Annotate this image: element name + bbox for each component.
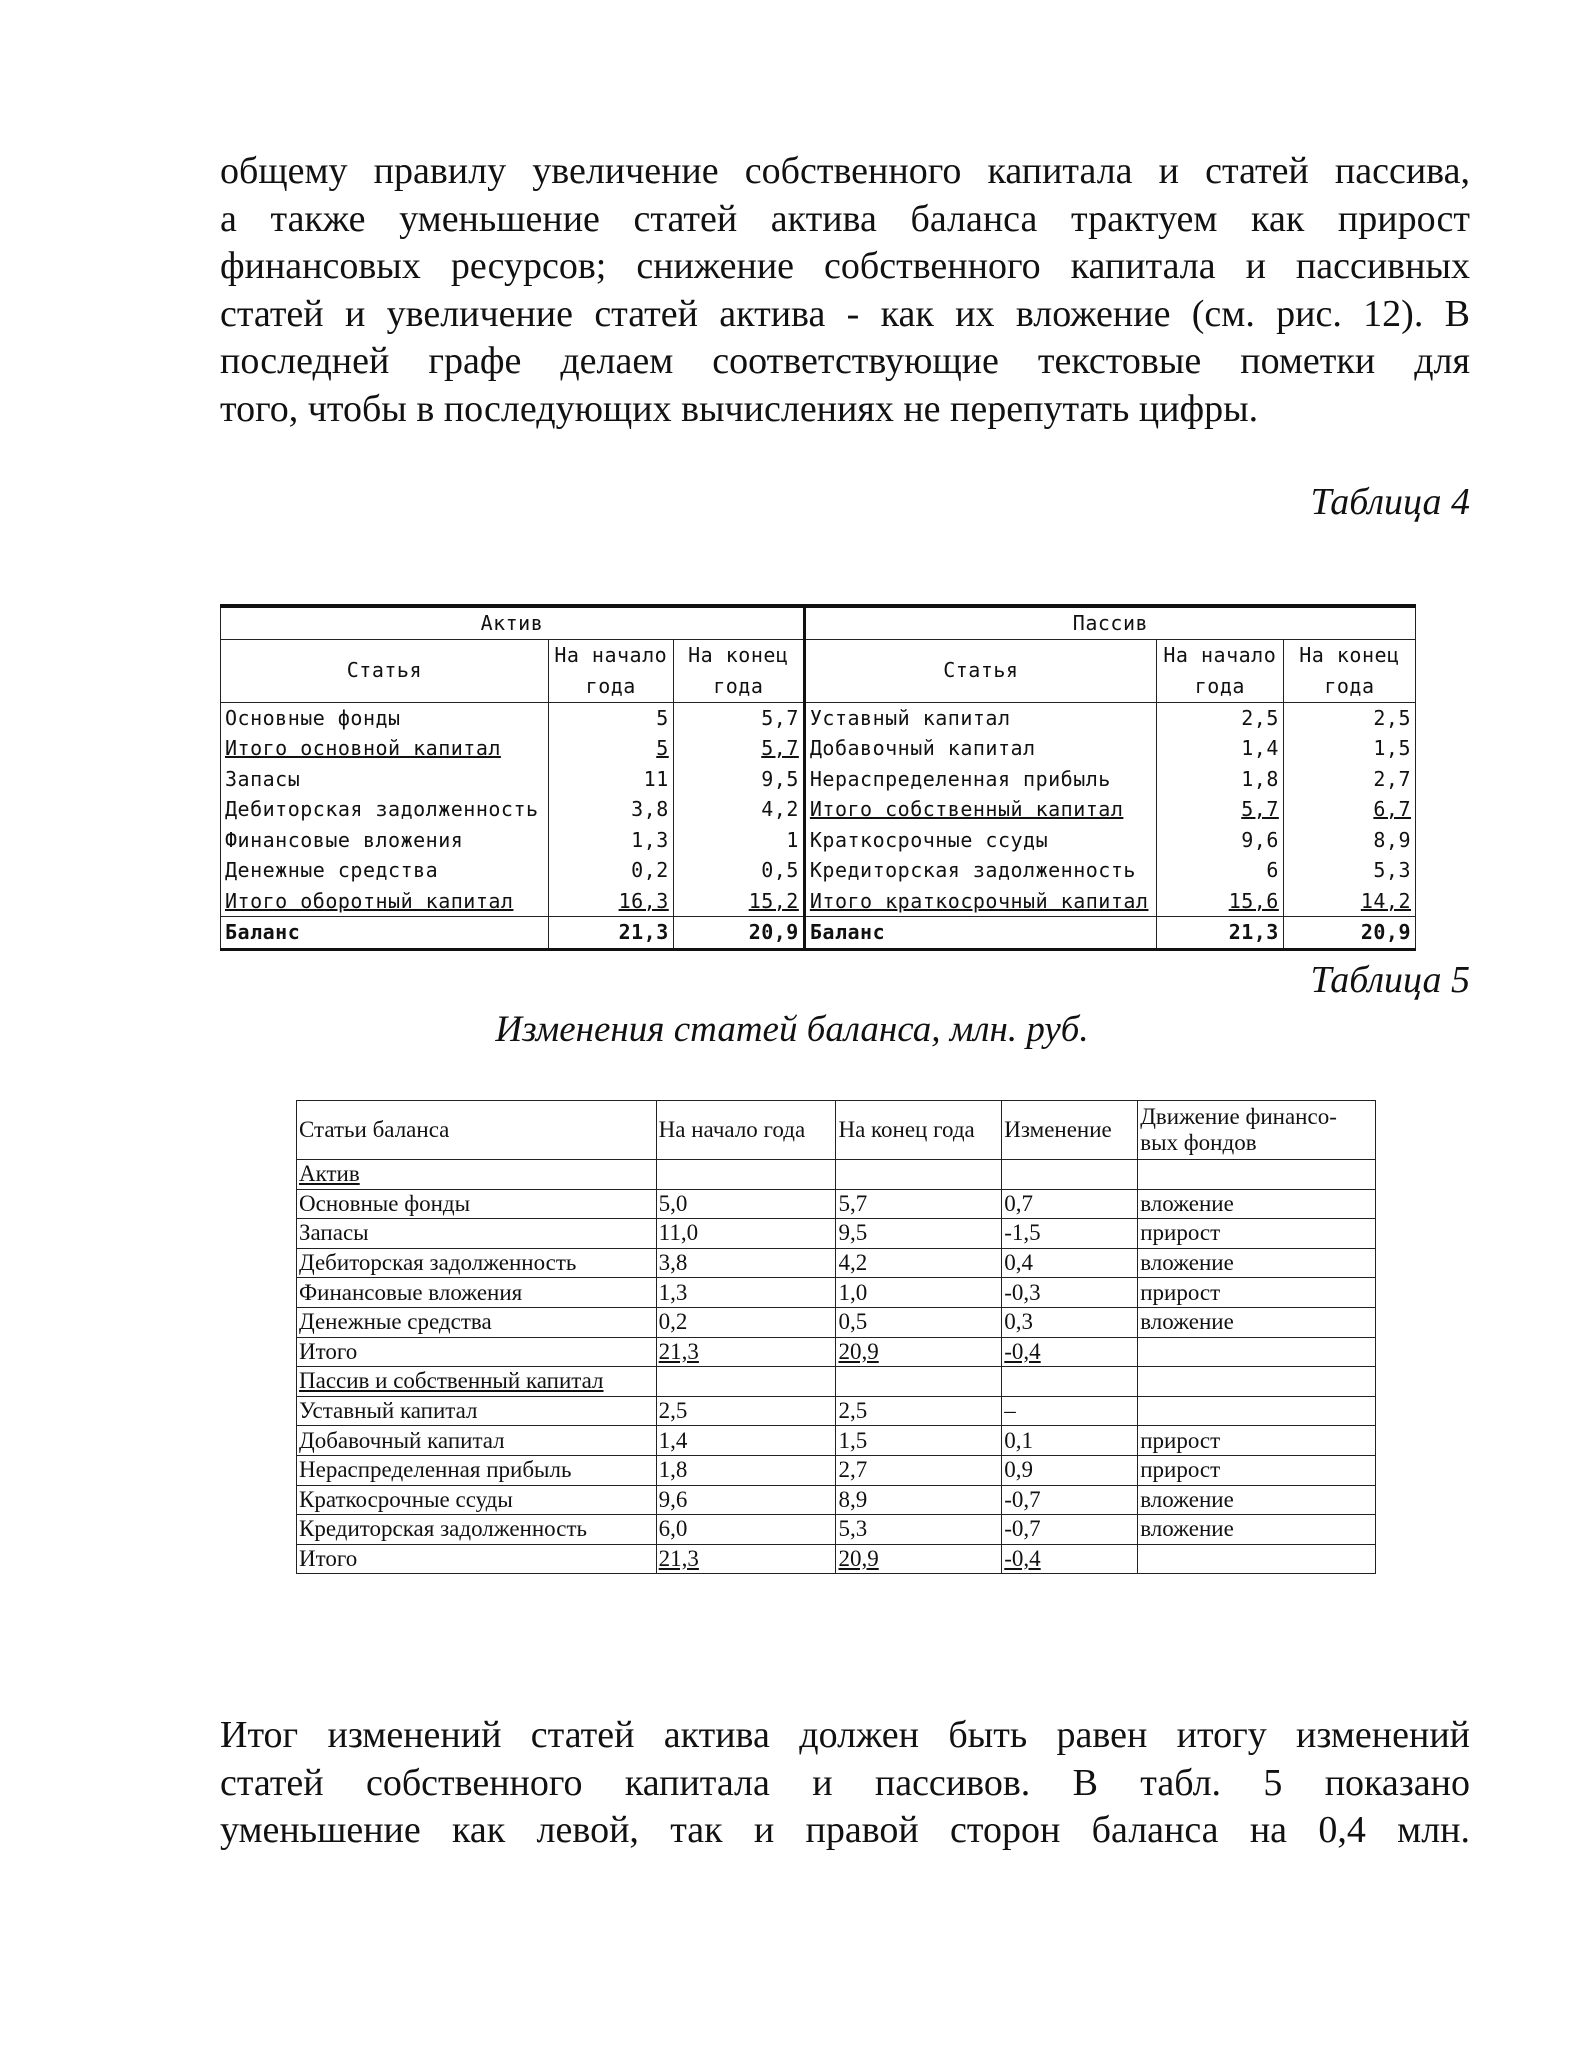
text-line: последней графе делаем соответствующие текстовые пометки для bbox=[220, 340, 1470, 382]
col-header-start: На начало года bbox=[1156, 639, 1283, 702]
liability-end-cell: 5,3 bbox=[1283, 855, 1415, 886]
table-row bbox=[221, 702, 1416, 733]
table-row bbox=[297, 1396, 1376, 1426]
table-row bbox=[297, 1485, 1376, 1515]
asset-item-cell: Запасы bbox=[221, 764, 549, 795]
asset-start-cell: 5 bbox=[548, 733, 673, 764]
paragraph-intro bbox=[220, 148, 1470, 433]
asset-start-cell: 11 bbox=[548, 764, 673, 795]
value-cell: 3,8 bbox=[656, 1248, 836, 1278]
value-cell: 6,0 bbox=[656, 1515, 836, 1545]
value-cell: вложение bbox=[1138, 1189, 1376, 1219]
paragraph-conclusion bbox=[220, 1712, 1470, 1855]
liability-start-cell: 2,5 bbox=[1156, 702, 1283, 733]
value-cell: вложение bbox=[1138, 1485, 1376, 1515]
liability-start-cell: 15,6 bbox=[1156, 886, 1283, 917]
table5-caption: Таблица 5 bbox=[1310, 959, 1470, 1001]
table-row bbox=[221, 764, 1416, 795]
asset-start-cell: 3,8 bbox=[548, 794, 673, 825]
value-cell bbox=[656, 1367, 836, 1397]
value-cell: 0,9 bbox=[1002, 1455, 1138, 1485]
table-row bbox=[297, 1307, 1376, 1337]
value-cell: -0,3 bbox=[1002, 1278, 1138, 1308]
table-row bbox=[297, 1189, 1376, 1219]
value-cell: 1,3 bbox=[656, 1278, 836, 1308]
text-line: общему правилу увеличение собственного капитала и статей пассива, bbox=[220, 150, 1470, 192]
asset-item-cell: Итого оборотный капитал bbox=[221, 886, 549, 917]
table-row bbox=[297, 1278, 1376, 1308]
value-cell: 0,7 bbox=[1002, 1189, 1138, 1219]
liability-start-cell: 1,8 bbox=[1156, 764, 1283, 795]
liability-item-cell: Итого собственный капитал bbox=[804, 794, 1156, 825]
section-asset-header: Актив bbox=[221, 606, 805, 639]
table-row bbox=[221, 825, 1416, 856]
liability-item-cell: Кредиторская задолженность bbox=[804, 855, 1156, 886]
row-label-cell: Итого bbox=[297, 1544, 657, 1574]
value-cell: -0,7 bbox=[1002, 1485, 1138, 1515]
value-cell: -1,5 bbox=[1002, 1219, 1138, 1249]
row-label-cell: Денежные средства bbox=[297, 1307, 657, 1337]
asset-start-cell: 0,2 bbox=[548, 855, 673, 886]
asset-start-cell: 1,3 bbox=[548, 825, 673, 856]
row-label-cell: Кредиторская задолженность bbox=[297, 1515, 657, 1545]
value-cell bbox=[836, 1367, 1002, 1397]
value-cell bbox=[656, 1160, 836, 1190]
asset-item-cell: Баланс bbox=[221, 917, 549, 950]
text-line: статей собственного капитала и пассивов. В табл. 5 показано bbox=[220, 1761, 1470, 1804]
asset-end-cell: 0,5 bbox=[673, 855, 804, 886]
value-cell: прирост bbox=[1138, 1219, 1376, 1249]
asset-end-cell: 4,2 bbox=[673, 794, 804, 825]
col-header-start: На начало года bbox=[548, 639, 673, 702]
liability-end-cell: 14,2 bbox=[1283, 886, 1415, 917]
value-cell: -0,7 bbox=[1002, 1515, 1138, 1545]
value-cell: 4,2 bbox=[836, 1248, 1002, 1278]
value-cell bbox=[1138, 1337, 1376, 1367]
section-liability-header: Пассив bbox=[804, 606, 1415, 639]
liability-item-cell: Уставный капитал bbox=[804, 702, 1156, 733]
table-row bbox=[297, 1426, 1376, 1456]
row-label-cell: Уставный капитал bbox=[297, 1396, 657, 1426]
asset-end-cell: 1 bbox=[673, 825, 804, 856]
value-cell: 0,4 bbox=[1002, 1248, 1138, 1278]
asset-end-cell: 20,9 bbox=[673, 917, 804, 950]
col-header-item: Статья bbox=[804, 639, 1156, 702]
value-cell: 9,5 bbox=[836, 1219, 1002, 1249]
value-cell: 2,7 bbox=[836, 1455, 1002, 1485]
col-header-end: На конец года bbox=[673, 639, 804, 702]
row-label-cell: Финансовые вложения bbox=[297, 1278, 657, 1308]
row-label-cell: Добавочный капитал bbox=[297, 1426, 657, 1456]
text-line: уменьшение как левой, так и правой сторон баланса на 0,4 млн. bbox=[220, 1809, 1470, 1851]
balance-changes-table bbox=[296, 1100, 1376, 1574]
asset-item-cell: Финансовые вложения bbox=[221, 825, 549, 856]
value-cell: 11,0 bbox=[656, 1219, 836, 1249]
col-header-end: На конец года bbox=[1283, 639, 1415, 702]
liability-end-cell: 1,5 bbox=[1283, 733, 1415, 764]
table-row bbox=[297, 1544, 1376, 1574]
liability-end-cell: 20,9 bbox=[1283, 917, 1415, 950]
liability-start-cell: 1,4 bbox=[1156, 733, 1283, 764]
value-cell: 9,6 bbox=[656, 1485, 836, 1515]
table-row bbox=[221, 917, 1416, 950]
asset-start-cell: 5 bbox=[548, 702, 673, 733]
value-cell: 0,1 bbox=[1002, 1426, 1138, 1456]
value-cell: прирост bbox=[1138, 1455, 1376, 1485]
value-cell: 2,5 bbox=[656, 1396, 836, 1426]
value-cell: – bbox=[1002, 1396, 1138, 1426]
text-line: а также уменьшение статей актива баланса трактуем как прирост bbox=[220, 197, 1470, 240]
asset-end-cell: 9,5 bbox=[673, 764, 804, 795]
col-header: Движение финансо-вых фондов bbox=[1138, 1101, 1376, 1160]
asset-item-cell: Дебиторская задолженность bbox=[221, 794, 549, 825]
value-cell bbox=[1002, 1367, 1138, 1397]
table-row bbox=[221, 886, 1416, 917]
asset-item-cell: Итого основной капитал bbox=[221, 733, 549, 764]
value-cell: 0,3 bbox=[1002, 1307, 1138, 1337]
asset-start-cell: 21,3 bbox=[548, 917, 673, 950]
table4-caption: Таблица 4 bbox=[1310, 481, 1470, 523]
value-cell: 2,5 bbox=[836, 1396, 1002, 1426]
value-cell: 0,2 bbox=[656, 1307, 836, 1337]
table-row bbox=[297, 1160, 1376, 1190]
row-label-cell: Краткосрочные ссуды bbox=[297, 1485, 657, 1515]
asset-end-cell: 15,2 bbox=[673, 886, 804, 917]
liability-end-cell: 2,5 bbox=[1283, 702, 1415, 733]
col-header: На начало года bbox=[656, 1101, 836, 1160]
row-label-cell: Нераспределенная прибыль bbox=[297, 1455, 657, 1485]
balance-table bbox=[220, 604, 1416, 951]
value-cell: 20,9 bbox=[836, 1544, 1002, 1574]
table-row bbox=[297, 1515, 1376, 1545]
row-label-cell: Основные фонды bbox=[297, 1189, 657, 1219]
row-label-cell: Запасы bbox=[297, 1219, 657, 1249]
liability-end-cell: 8,9 bbox=[1283, 825, 1415, 856]
value-cell: 5,0 bbox=[656, 1189, 836, 1219]
liability-start-cell: 9,6 bbox=[1156, 825, 1283, 856]
liability-item-cell: Итого краткосрочный капитал bbox=[804, 886, 1156, 917]
table-row bbox=[297, 1337, 1376, 1367]
value-cell bbox=[1138, 1367, 1376, 1397]
asset-end-cell: 5,7 bbox=[673, 702, 804, 733]
col-header: На конец года bbox=[836, 1101, 1002, 1160]
value-cell: вложение bbox=[1138, 1248, 1376, 1278]
value-cell: 0,5 bbox=[836, 1307, 1002, 1337]
row-label-cell: Дебиторская задолженность bbox=[297, 1248, 657, 1278]
col-header-item: Статья bbox=[221, 639, 549, 702]
asset-start-cell: 16,3 bbox=[548, 886, 673, 917]
value-cell: прирост bbox=[1138, 1426, 1376, 1456]
value-cell: 21,3 bbox=[656, 1544, 836, 1574]
value-cell: 1,5 bbox=[836, 1426, 1002, 1456]
table-row bbox=[221, 855, 1416, 886]
value-cell: вложение bbox=[1138, 1307, 1376, 1337]
table5-title: Изменения статей баланса, млн. руб. bbox=[495, 1009, 1089, 1050]
liability-item-cell: Краткосрочные ссуды bbox=[804, 825, 1156, 856]
table-row bbox=[297, 1219, 1376, 1249]
table-row bbox=[221, 733, 1416, 764]
text-line: финансовых ресурсов; снижение собственного капитала и пассивных bbox=[220, 245, 1470, 287]
text-line: того, чтобы в последующих вычислениях не перепутать цифры. bbox=[220, 387, 1259, 430]
row-label-cell: Актив bbox=[297, 1160, 657, 1190]
row-label-cell: Итого bbox=[297, 1337, 657, 1367]
value-cell: 8,9 bbox=[836, 1485, 1002, 1515]
value-cell: 5,7 bbox=[836, 1189, 1002, 1219]
value-cell bbox=[1138, 1160, 1376, 1190]
value-cell bbox=[1138, 1396, 1376, 1426]
asset-item-cell: Основные фонды bbox=[221, 702, 549, 733]
value-cell: -0,4 bbox=[1002, 1544, 1138, 1574]
value-cell: -0,4 bbox=[1002, 1337, 1138, 1367]
value-cell: вложение bbox=[1138, 1515, 1376, 1545]
col-header: Статьи баланса bbox=[297, 1101, 657, 1160]
value-cell: 1,4 bbox=[656, 1426, 836, 1456]
table-row bbox=[297, 1248, 1376, 1278]
liability-start-cell: 5,7 bbox=[1156, 794, 1283, 825]
liability-start-cell: 6 bbox=[1156, 855, 1283, 886]
value-cell bbox=[1002, 1160, 1138, 1190]
liability-end-cell: 2,7 bbox=[1283, 764, 1415, 795]
table-row bbox=[221, 794, 1416, 825]
row-label-cell: Пассив и собственный капитал bbox=[297, 1367, 657, 1397]
table-row bbox=[297, 1455, 1376, 1485]
value-cell: 5,3 bbox=[836, 1515, 1002, 1545]
liability-item-cell: Нераспределенная прибыль bbox=[804, 764, 1156, 795]
value-cell: 21,3 bbox=[656, 1337, 836, 1367]
liability-item-cell: Добавочный капитал bbox=[804, 733, 1156, 764]
value-cell: 20,9 bbox=[836, 1337, 1002, 1367]
value-cell bbox=[1138, 1544, 1376, 1574]
liability-end-cell: 6,7 bbox=[1283, 794, 1415, 825]
value-cell bbox=[836, 1160, 1002, 1190]
asset-end-cell: 5,7 bbox=[673, 733, 804, 764]
text-line: статей и увеличение статей актива - как их вложение (см. рис. 12). В bbox=[220, 292, 1470, 335]
text-line: Итог изменений статей актива должен быть равен итогу изменений bbox=[220, 1714, 1470, 1756]
liability-start-cell: 21,3 bbox=[1156, 917, 1283, 950]
liability-item-cell: Баланс bbox=[804, 917, 1156, 950]
value-cell: 1,0 bbox=[836, 1278, 1002, 1308]
table-row bbox=[297, 1367, 1376, 1397]
value-cell: 1,8 bbox=[656, 1455, 836, 1485]
value-cell: прирост bbox=[1138, 1278, 1376, 1308]
col-header: Изменение bbox=[1002, 1101, 1138, 1160]
asset-item-cell: Денежные средства bbox=[221, 855, 549, 886]
